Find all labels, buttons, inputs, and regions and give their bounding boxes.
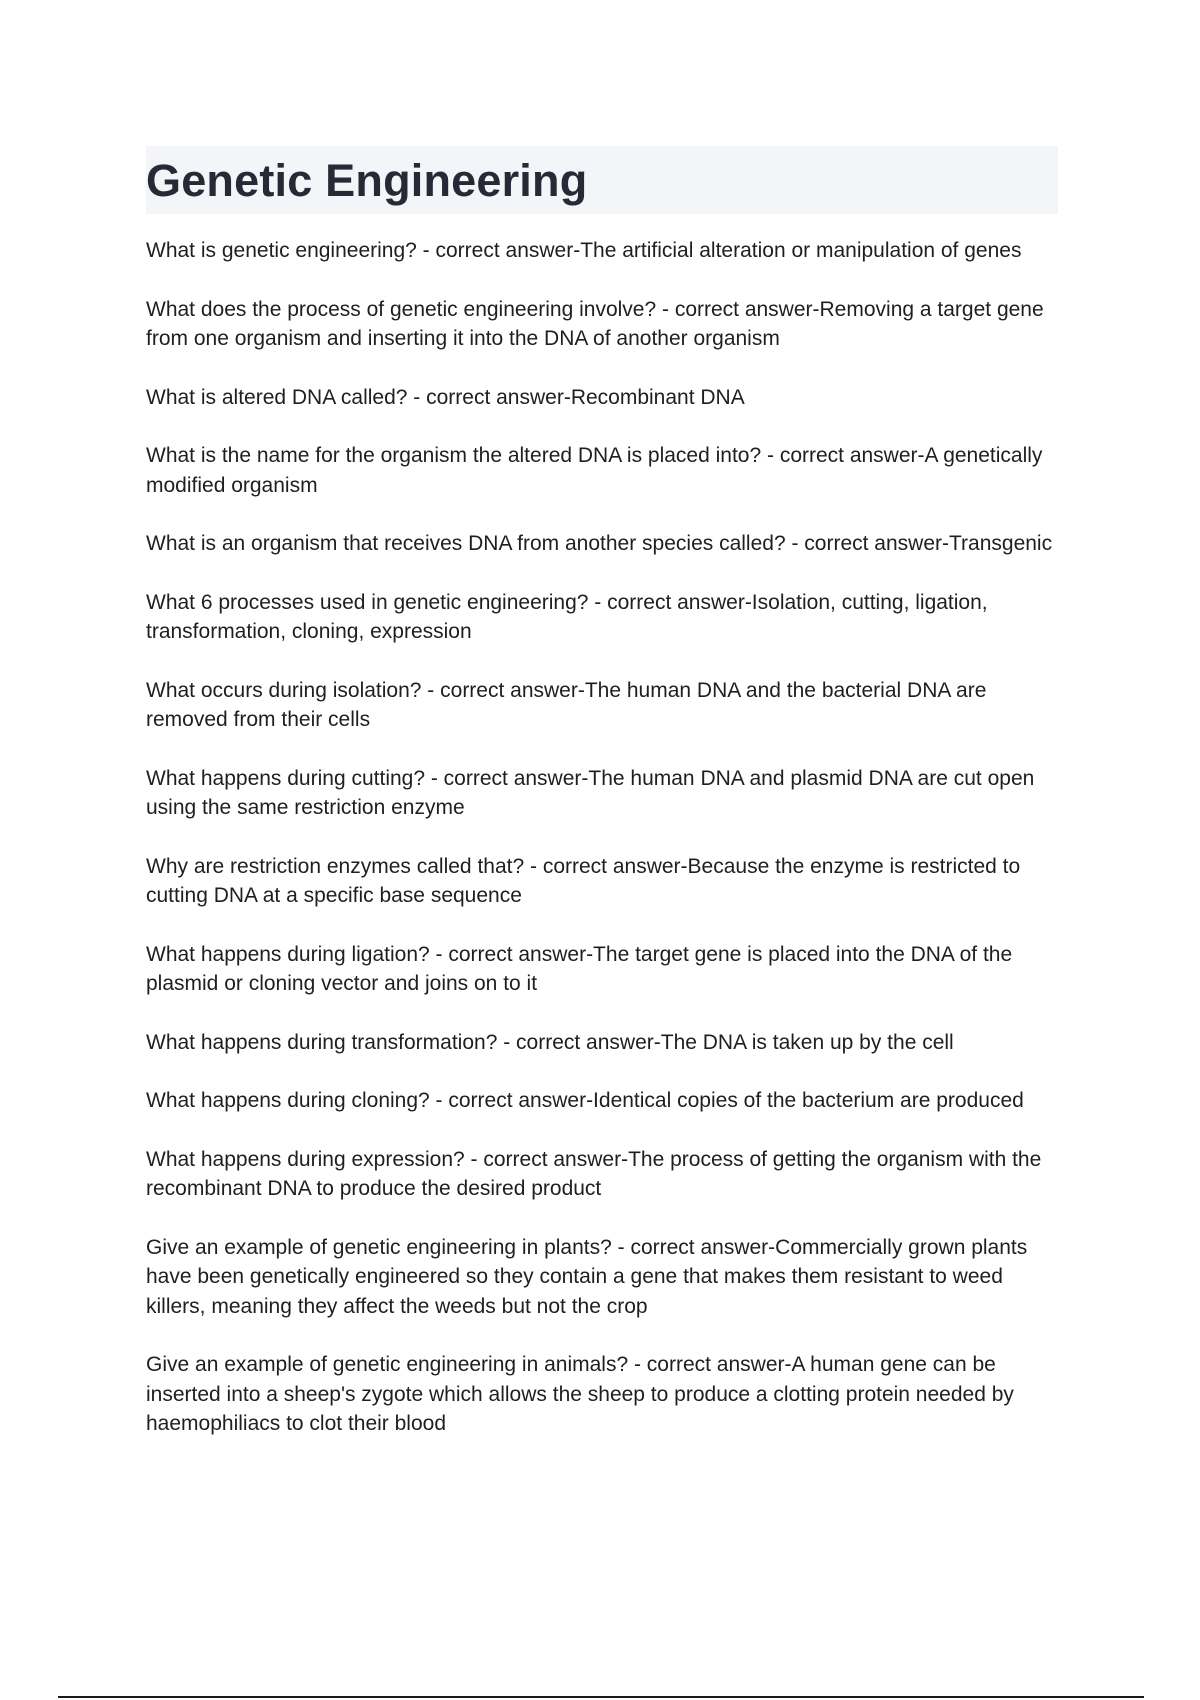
document-page [146, 146, 1058, 1468]
qa-item: What happens during transformation? - correct answer-The DNA is taken up by the cell [146, 1030, 954, 1054]
qa-list [146, 236, 1058, 1439]
qa-item: What is the name for the organism the altered DNA is placed into? - correct answer-A genetically modified organism [146, 444, 1043, 497]
title-banner [146, 146, 1058, 214]
qa-item: What happens during ligation? - correct answer-The target gene is placed into the DNA of the plasmid or cloning vector and joins on to it [146, 942, 1013, 995]
qa-item: What happens during cutting? - correct answer-The human DNA and plasmid DNA are cut open using the same restriction enzyme [146, 766, 1035, 819]
qa-item: What 6 processes used in genetic engineering? - correct answer-Isolation, cutting, ligation, transformation, cloning, expression [146, 590, 988, 643]
qa-item: Give an example of genetic engineering in animals? - correct answer-A human gene can be inserted into a sheep's zygote which allows the sheep to produce a clotting protein needed by haemophiliacs to clot their blood [146, 1353, 1014, 1435]
qa-item: What happens during cloning? - correct answer-Identical copies of the bacterium are produced [146, 1089, 1024, 1112]
qa-item: What is an organism that receives DNA from another species called? - correct answer-Transgenic [146, 532, 1053, 555]
qa-item: What occurs during isolation? - correct answer-The human DNA and the bacterial DNA are removed from their cells [146, 678, 987, 731]
qa-item: What is genetic engineering? - correct answer-The artificial alteration or manipulation of genes [146, 239, 1022, 262]
qa-item: What happens during expression? - correct answer-The process of getting the organism with the recombinant DNA to produce the desired product [146, 1147, 1042, 1200]
qa-item: Give an example of genetic engineering in plants? - correct answer-Commercially grown plants have been genetically engineered so they contain a gene that makes them resistant to weed killers, meaning they affect the weeds but not the crop [146, 1235, 1028, 1318]
qa-item: Why are restriction enzymes called that? - correct answer-Because the enzyme is restricted to cutting DNA at a specific base sequence [146, 854, 1021, 907]
qa-item: What is altered DNA called? - correct answer-Recombinant DNA [146, 385, 745, 409]
qa-item: What does the process of genetic engineering involve? - correct answer-Removing a target gene from one organism and inserting it into the DNA of another organism [146, 297, 1044, 350]
page-title: Genetic Engineering [146, 154, 588, 206]
footer-divider [58, 1696, 1144, 1698]
